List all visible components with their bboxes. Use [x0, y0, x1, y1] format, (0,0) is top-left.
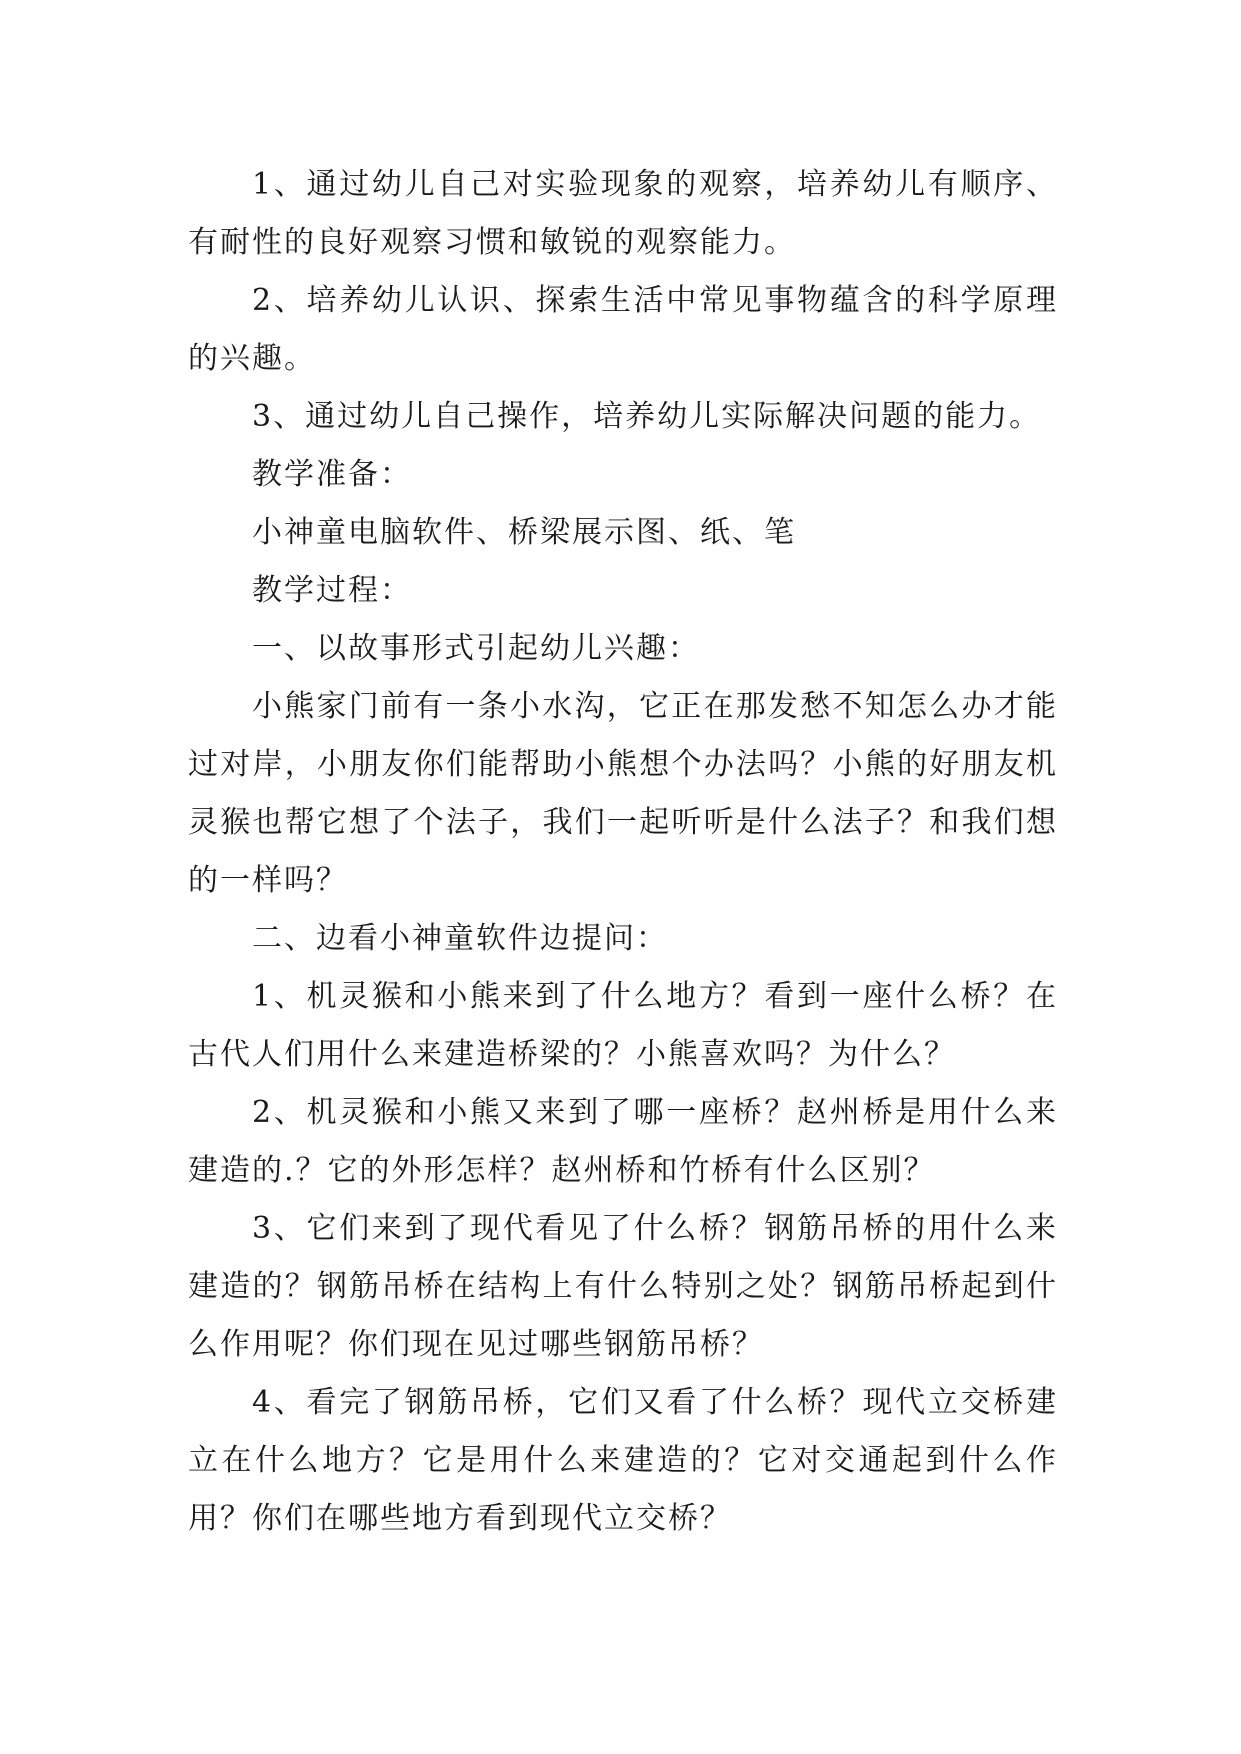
paragraph-question-1: 1、机灵猴和小熊来到了什么地方？看到一座什么桥？在古代人们用什么来建造桥梁的？小熊喜欢吗？为什么？ — [188, 979, 1058, 1072]
paragraph-goal-2: 2、培养幼儿认识、探索生活中常见事物蕴含的科学原理的兴趣。 — [188, 283, 1058, 376]
heading-process: 教学过程： — [252, 573, 412, 608]
paragraph-question-2: 2、机灵猴和小熊又来到了哪一座桥？赵州桥是用什么来建造的.？它的外形怎样？赵州桥和竹桥有什么区别？ — [188, 1095, 1058, 1188]
paragraph-goal-3: 3、通过幼儿自己操作，培养幼儿实际解决问题的能力。 — [252, 399, 1042, 434]
heading-preparation: 教学准备： — [252, 457, 412, 492]
paragraph-goal-1: 1、通过幼儿自己对实验现象的观察，培养幼儿有顺序、有耐性的良好观察习惯和敏锐的观察能力。 — [188, 167, 1058, 260]
paragraph-materials: 小神童电脑软件、桥梁展示图、纸、笔 — [252, 515, 796, 550]
document-body — [188, 156, 1058, 1548]
heading-step-1: 一、以故事形式引起幼儿兴趣： — [252, 631, 700, 666]
paragraph-question-3: 3、它们来到了现代看见了什么桥？钢筋吊桥的用什么来建造的？钢筋吊桥在结构上有什么特别之处？钢筋吊桥起到什么作用呢？你们现在见过哪些钢筋吊桥？ — [188, 1211, 1058, 1362]
paragraph-story: 小熊家门前有一条小水沟，它正在那发愁不知怎么办才能过对岸，小朋友你们能帮助小熊想个办法吗？小熊的好朋友机灵猴也帮它想了个法子，我们一起听听是什么法子？和我们想的一样吗？ — [188, 689, 1058, 898]
paragraph-question-4: 4、看完了钢筋吊桥，它们又看了什么桥？现代立交桥建立在什么地方？它是用什么来建造的？它对交通起到什么作用？你们在哪些地方看到现代立交桥？ — [188, 1385, 1058, 1536]
heading-step-2: 二、边看小神童软件边提问： — [252, 921, 668, 956]
